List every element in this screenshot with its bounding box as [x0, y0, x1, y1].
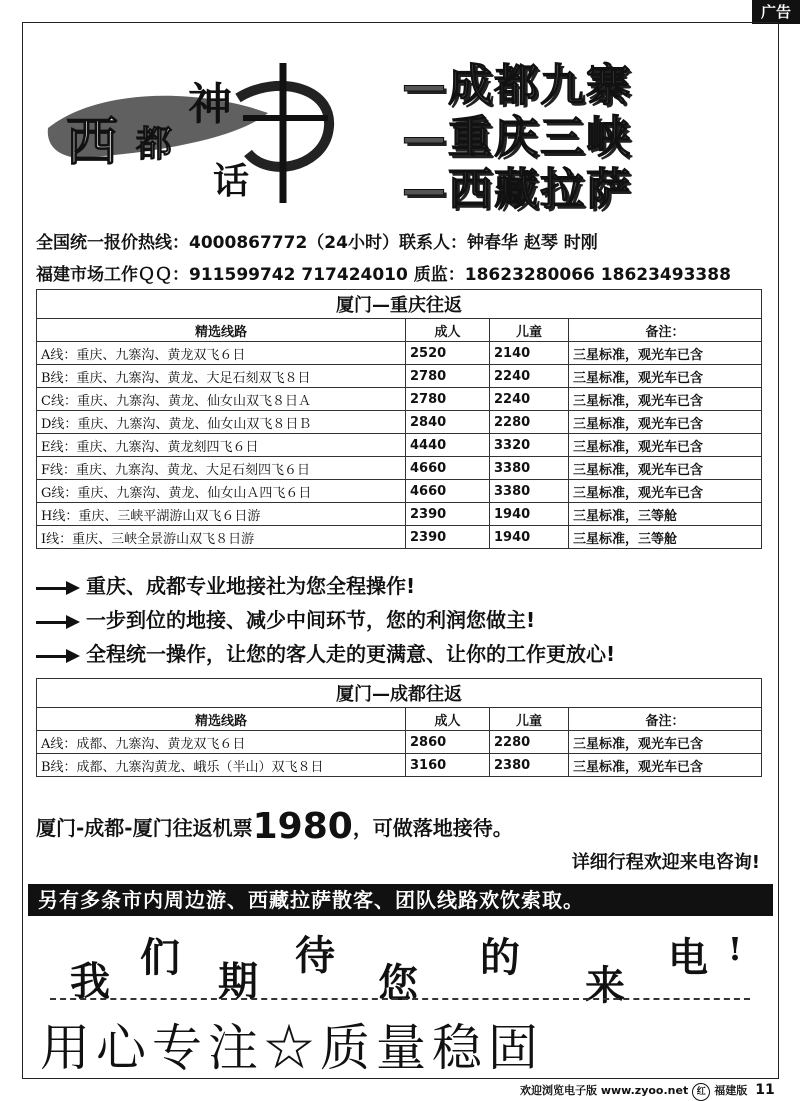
- child-price-cell: 3380: [490, 457, 569, 480]
- route-cell: G线：重庆、九寨沟、黄龙、仙女山Ａ四飞６日: [37, 480, 406, 503]
- wait-char: 来: [585, 962, 625, 1009]
- note-cell: 三星标准，观光车已含: [569, 480, 762, 503]
- table-title: 厦门—成都往返: [37, 679, 762, 708]
- ticket-suffix: ，可做落地接待。: [352, 816, 513, 840]
- table-row: [37, 411, 762, 434]
- price-table-chengdu: [36, 678, 762, 777]
- hotline-line: 全国统一报价热线：4000867772（24小时）联系人：钟春华 赵琴 时刚: [36, 233, 598, 253]
- footer-welcome: 欢迎浏览电子版 www.zyoo.net: [520, 1084, 689, 1097]
- col-note: 备注：: [569, 319, 762, 342]
- wait-char: !: [728, 930, 743, 968]
- child-price-cell: 3320: [490, 434, 569, 457]
- feature-item: [36, 638, 615, 667]
- adult-price-cell: 3160: [406, 754, 490, 777]
- adult-price-cell: 2390: [406, 526, 490, 549]
- route-cell: A线：成都、九寨沟、黄龙双飞６日: [37, 731, 406, 754]
- route-cell: E线：重庆、九寨沟、黄龙刻四飞６日: [37, 434, 406, 457]
- logo-char-xi: 西: [66, 112, 119, 173]
- table-row: [37, 754, 762, 777]
- col-route: 精选线路: [37, 319, 406, 342]
- note-cell: 三星标准，观光车已含: [569, 411, 762, 434]
- route-cell: I线：重庆、三峡全景游山双飞８日游: [37, 526, 406, 549]
- note-cell: 三星标准，观光车已含: [569, 754, 762, 777]
- headline-chengdu: —成都九寨: [402, 60, 632, 111]
- col-adult: 成人: [406, 319, 490, 342]
- child-price-cell: 1940: [490, 503, 569, 526]
- feature-text: 全程统一操作，让您的客人走的更满意、让你的工作更放心!: [86, 642, 616, 666]
- adult-price-cell: 2840: [406, 411, 490, 434]
- note-cell: 三星标准，三等舱: [569, 503, 762, 526]
- col-child: 儿童: [490, 319, 569, 342]
- adult-price-cell: 2390: [406, 503, 490, 526]
- note-cell: 三星标准，观光车已含: [569, 731, 762, 754]
- route-cell: F线：重庆、九寨沟、黄龙、大足石刻四飞６日: [37, 457, 406, 480]
- route-cell: B线：重庆、九寨沟、黄龙、大足石刻双飞８日: [37, 365, 406, 388]
- col-adult: 成人: [406, 708, 490, 731]
- adult-price-cell: 4660: [406, 457, 490, 480]
- table-row: [37, 731, 762, 754]
- ticket-prefix: 厦门-成都-厦门往返机票: [36, 816, 253, 840]
- col-route: 精选线路: [37, 708, 406, 731]
- table-title: 厦门—重庆往返: [37, 290, 762, 319]
- brand-logo: [38, 58, 358, 208]
- note-cell: 三星标准，观光车已含: [569, 434, 762, 457]
- arrow-right-icon: [36, 581, 80, 595]
- wait-char: 们: [140, 934, 180, 981]
- child-price-cell: 2240: [490, 365, 569, 388]
- wait-char: 待: [295, 932, 335, 979]
- table-row: [37, 342, 762, 365]
- wait-char: 电: [668, 934, 708, 981]
- route-cell: A线：重庆、九寨沟、黄龙双飞６日: [37, 342, 406, 365]
- col-note: 备注：: [569, 708, 762, 731]
- adult-price-cell: 2780: [406, 365, 490, 388]
- page-number: 11: [755, 1082, 775, 1098]
- price-table-chongqing: [36, 289, 762, 549]
- brand-circle-icon: 红: [692, 1083, 710, 1101]
- child-price-cell: 2380: [490, 754, 569, 777]
- adult-price-cell: 2860: [406, 731, 490, 754]
- col-child: 儿童: [490, 708, 569, 731]
- table-row: [37, 526, 762, 549]
- table-row: [37, 388, 762, 411]
- route-cell: H线：重庆、三峡平湖游山双飞６日游: [37, 503, 406, 526]
- consult-text: 详细行程欢迎来电咨询!: [571, 852, 760, 873]
- table-row: [37, 480, 762, 503]
- arrow-right-icon: [36, 615, 80, 629]
- route-cell: C线：重庆、九寨沟、黄龙、仙女山双飞８日Ａ: [37, 388, 406, 411]
- arrow-right-icon: [36, 649, 80, 663]
- ad-badge: 广告: [752, 0, 800, 24]
- child-price-cell: 2140: [490, 342, 569, 365]
- adult-price-cell: 4440: [406, 434, 490, 457]
- child-price-cell: 3380: [490, 480, 569, 503]
- logo-char-du: 都: [136, 123, 173, 165]
- wait-char: 您: [378, 960, 418, 1007]
- child-price-cell: 2240: [490, 388, 569, 411]
- headline-chongqing: —重庆三峡: [402, 112, 632, 163]
- adult-price-cell: 2520: [406, 342, 490, 365]
- route-cell: B线：成都、九寨沟黄龙、峨乐（半山）双飞８日: [37, 754, 406, 777]
- footer: [520, 1082, 775, 1101]
- child-price-cell: 2280: [490, 731, 569, 754]
- note-cell: 三星标准，观光车已含: [569, 365, 762, 388]
- more-routes-banner: 另有多条市内周边游、西藏拉萨散客、团队线路欢饮索取。: [28, 884, 773, 916]
- route-cell: D线：重庆、九寨沟、黄龙、仙女山双飞８日Ｂ: [37, 411, 406, 434]
- child-price-cell: 1940: [490, 526, 569, 549]
- child-price-cell: 2280: [490, 411, 569, 434]
- adult-price-cell: 2780: [406, 388, 490, 411]
- note-cell: 三星标准，观光车已含: [569, 457, 762, 480]
- wait-char: 的: [480, 934, 520, 981]
- footer-edition: 福建版: [714, 1084, 748, 1097]
- table-row: [37, 434, 762, 457]
- logo-char-hua: 话: [213, 160, 250, 202]
- headlines: [402, 60, 772, 216]
- note-cell: 三星标准，观光车已含: [569, 388, 762, 411]
- logo-char-shen: 神: [188, 79, 232, 130]
- table-row: [37, 503, 762, 526]
- note-cell: 三星标准，三等舱: [569, 526, 762, 549]
- table-row: [37, 365, 762, 388]
- table-row: [37, 457, 762, 480]
- slogan: 用心专注☆质量稳固: [40, 1019, 544, 1077]
- adult-price-cell: 4660: [406, 480, 490, 503]
- feature-item: [36, 570, 415, 599]
- wait-char: 我: [70, 958, 110, 1005]
- note-cell: 三星标准，观光车已含: [569, 342, 762, 365]
- feature-item: [36, 604, 535, 633]
- ticket-price: 1980: [252, 806, 353, 847]
- ticket-offer: [36, 806, 513, 847]
- wait-char: 期: [218, 958, 258, 1005]
- feature-text: 一步到位的地接、减少中间环节，您的利润您做主!: [86, 608, 536, 632]
- feature-text: 重庆、成都专业地接社为您全程操作!: [86, 574, 416, 598]
- headline-tibet: —西藏拉萨: [402, 164, 632, 215]
- qq-line: 福建市场工作ＱＱ：911599742 717424010 质监：18623280066 18623493388: [36, 265, 731, 285]
- dashed-divider: [50, 998, 750, 1000]
